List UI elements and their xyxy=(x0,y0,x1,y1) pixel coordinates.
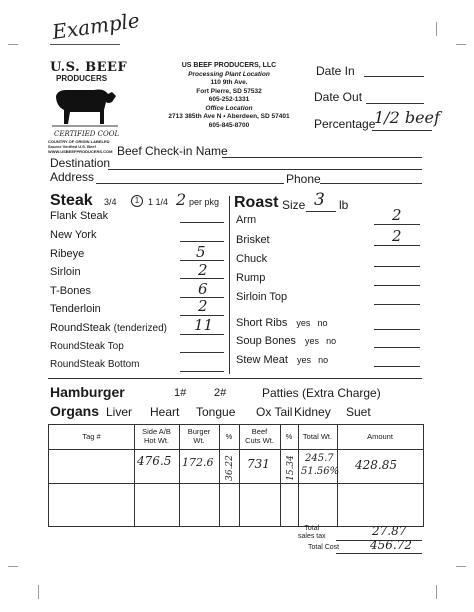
margin-tick xyxy=(456,44,466,45)
steak-per-pkg-value: 2 xyxy=(176,190,187,209)
cell-beef-cuts-pct[interactable]: 15.34 xyxy=(285,455,296,481)
steak-item-flank: Flank Steak xyxy=(50,210,109,222)
office-label: Office Location xyxy=(205,104,253,112)
header-row-divider xyxy=(49,449,423,450)
plant-label: Processing Plant Location xyxy=(188,70,270,78)
company-block xyxy=(148,62,310,130)
plant-address-1: 110 9th Ave. xyxy=(210,79,248,86)
hamburger-2lb[interactable]: 2# xyxy=(214,387,227,399)
steak-item-newyork: New York xyxy=(50,229,97,241)
rump-qty-field[interactable] xyxy=(374,285,420,286)
stewmeat-no[interactable]: no xyxy=(318,355,329,365)
roundsteak-qty-field[interactable] xyxy=(180,334,224,335)
steak-item-roundbottom: RoundSteak Bottom xyxy=(50,359,140,370)
roast-size-field[interactable] xyxy=(306,211,336,212)
example-note: Example xyxy=(50,8,142,44)
roast-item-sirlointop: Sirloin Top xyxy=(236,291,288,303)
hamburger-divider xyxy=(48,378,422,379)
steak-item-tbones: T-Bones xyxy=(50,285,91,297)
brisket-qty-field[interactable] xyxy=(374,245,420,246)
shortribs-label: Short Ribs xyxy=(236,317,288,329)
phone-field[interactable] xyxy=(320,183,422,184)
soupbones-yes[interactable]: yes xyxy=(305,336,320,346)
date-in-field[interactable] xyxy=(364,76,424,77)
steak-item-roundtop: RoundSteak Top xyxy=(50,341,124,352)
logo-fine-3: WWW.USBEEFPRODUCERS.COM xyxy=(48,149,113,154)
hamburger-patties[interactable]: Patties (Extra Charge) xyxy=(262,386,381,400)
arm-qty-field[interactable] xyxy=(374,224,420,225)
cow-logo xyxy=(48,84,120,128)
header-side-line1: Side A/B xyxy=(142,427,171,436)
hamburger-title: Hamburger xyxy=(50,384,125,400)
roundsteak-qty: 11 xyxy=(194,316,214,334)
roundsteak-tenderized: (tenderized) xyxy=(113,323,167,334)
header-beef-line1: Beef xyxy=(251,427,268,436)
roundtop-qty-field[interactable] xyxy=(180,352,224,353)
margin-tick xyxy=(456,566,466,567)
date-out-label: Date Out xyxy=(314,90,363,104)
margin-tick xyxy=(436,585,437,599)
cell-burger-wt[interactable]: 172.6 xyxy=(182,456,214,469)
arm-qty: 2 xyxy=(392,206,402,224)
date-out-field[interactable] xyxy=(366,103,424,104)
roast-item-rump: Rump xyxy=(236,272,266,284)
total-cost-label: Total Cost xyxy=(308,544,340,551)
date-in-label: Date In xyxy=(316,64,355,78)
header-total-wt: Total Wt. xyxy=(302,432,333,441)
header-burger-line2: Wt. xyxy=(193,436,205,445)
tenderloin-qty: 2 xyxy=(198,297,208,315)
company-name: US BEEF PRODUCERS, LLC xyxy=(181,62,277,69)
organ-tongue[interactable]: Tongue xyxy=(196,405,236,419)
header-pct-1: % xyxy=(225,432,233,441)
shortribs-qty-field[interactable] xyxy=(374,329,420,330)
sirloin-qty: 2 xyxy=(198,261,208,279)
destination-field[interactable] xyxy=(108,169,422,170)
steak-size-34[interactable]: 3/4 xyxy=(104,197,117,207)
roundbottom-qty-field[interactable] xyxy=(180,371,224,372)
margin-tick xyxy=(38,585,39,599)
cell-total-wt-2[interactable]: 51.56% xyxy=(301,466,340,477)
margin-tick xyxy=(8,566,18,567)
soupbones-no[interactable]: no xyxy=(326,336,337,346)
roast-size-value: 3 xyxy=(314,190,325,210)
shortribs-yes[interactable]: yes xyxy=(296,318,311,328)
steak-per-pkg-label: per pkg xyxy=(189,197,220,207)
roast-size-unit: lb xyxy=(339,198,349,212)
steak-item-roundsteak xyxy=(50,322,167,334)
roast-item-arm: Arm xyxy=(236,214,257,226)
roast-size-label: Size xyxy=(282,198,306,212)
sales-tax-line2: sales tax xyxy=(298,533,326,540)
organ-oxtail[interactable]: Ox Tail xyxy=(256,405,293,419)
organ-kidney[interactable]: Kidney xyxy=(294,405,331,419)
header-pct-2: % xyxy=(285,432,293,441)
flank-qty-field[interactable] xyxy=(180,222,224,223)
stewmeat-yes[interactable]: yes xyxy=(297,355,312,365)
roundsteak-label: RoundSteak xyxy=(50,322,111,334)
cell-beef-cuts-wt[interactable]: 731 xyxy=(247,457,270,471)
steak-size-1-selected[interactable]: 1 xyxy=(131,195,143,207)
margin-tick xyxy=(436,22,437,36)
header-tag: Tag # xyxy=(82,432,101,441)
checkin-name-field[interactable] xyxy=(222,157,422,158)
destination-label: Destination xyxy=(50,156,111,170)
roast-item-soupbones xyxy=(236,335,336,347)
roast-item-brisket: Brisket xyxy=(236,234,270,246)
cell-total-wt-1[interactable]: 245.7 xyxy=(305,453,334,464)
organs-title: Organs xyxy=(50,403,100,419)
shortribs-no[interactable]: no xyxy=(317,318,328,328)
weights-table xyxy=(48,424,424,527)
section-divider xyxy=(229,196,230,374)
steak-size-114[interactable]: 1 1/4 xyxy=(148,197,169,207)
steak-title: Steak xyxy=(50,192,93,209)
plant-phone: 605-252-1331 xyxy=(208,96,250,103)
roast-item-stewmeat xyxy=(236,354,328,366)
logo-cert: CERTIFIED COOL xyxy=(54,130,120,138)
total-cost-field[interactable] xyxy=(336,553,422,554)
checkin-name-label: Beef Check-in Name xyxy=(117,144,228,158)
cell-side-hot-wt[interactable]: 476.5 xyxy=(137,454,172,468)
data-row-divider xyxy=(49,483,423,484)
steak-item-ribeye: Ribeye xyxy=(50,248,85,260)
logo-fine-1: COUNTRY OF ORIGIN LABELED xyxy=(48,139,110,144)
organ-liver[interactable]: Liver xyxy=(106,405,133,419)
organ-heart[interactable]: Heart xyxy=(150,405,180,419)
roast-item-chuck: Chuck xyxy=(236,253,268,265)
ribeye-qty: 5 xyxy=(196,243,206,261)
sales-tax-line1: Total xyxy=(304,525,320,532)
percentage-value: 1/2 beef xyxy=(374,108,440,127)
newyork-qty-field[interactable] xyxy=(180,241,224,242)
header-burger xyxy=(179,427,219,445)
header-burger-line1: Burger xyxy=(187,427,211,436)
logo-subtitle: PRODUCERS xyxy=(56,74,108,83)
steak-item-tenderloin: Tenderloin xyxy=(50,303,101,315)
cell-burger-pct[interactable]: 36.22 xyxy=(224,455,235,481)
percentage-label: Percentage xyxy=(314,117,376,131)
roast-title: Roast xyxy=(234,194,279,211)
stewmeat-label: Stew Meat xyxy=(236,354,288,366)
roast-item-shortribs xyxy=(236,317,328,329)
chuck-qty-field[interactable] xyxy=(374,266,420,267)
sales-tax-label xyxy=(298,525,326,541)
hamburger-1lb[interactable]: 1# xyxy=(174,387,187,399)
office-phone: 605-845-8700 xyxy=(208,121,250,129)
address-label: Address xyxy=(50,170,95,184)
stewmeat-qty-field[interactable] xyxy=(374,366,420,367)
percentage-field[interactable] xyxy=(372,130,432,131)
logo-fine-2: Source Verified U.S. Beef xyxy=(48,144,96,149)
plant-address-2: Fort Pierre, SD 57532 xyxy=(196,87,262,95)
sales-tax-value: 27.87 xyxy=(372,524,407,538)
soupbones-qty-field[interactable] xyxy=(374,347,420,348)
tbones-qty: 6 xyxy=(198,280,208,298)
brisket-qty: 2 xyxy=(392,227,402,245)
address-field[interactable] xyxy=(96,183,284,184)
cell-amount[interactable]: 428.85 xyxy=(355,458,397,472)
example-underline xyxy=(50,44,120,45)
header-beef-line2: Cuts Wt. xyxy=(245,436,274,445)
sirlointop-qty-field[interactable] xyxy=(374,304,420,305)
office-address: 2713 385th Ave N • Aberdeen, SD 57401 xyxy=(168,113,290,120)
header-amount: Amount xyxy=(367,432,393,441)
margin-tick xyxy=(8,44,18,45)
organ-suet[interactable]: Suet xyxy=(346,405,371,419)
logo-title: U.S. BEEF xyxy=(50,60,128,75)
phone-label: Phone xyxy=(286,172,321,186)
header-beef xyxy=(239,427,280,445)
steak-item-sirloin: Sirloin xyxy=(50,266,81,278)
total-cost-value: 456.72 xyxy=(370,538,412,552)
header-side xyxy=(134,427,179,445)
soupbones-label: Soup Bones xyxy=(236,335,296,347)
header-side-line2: Hot Wt. xyxy=(143,436,169,445)
